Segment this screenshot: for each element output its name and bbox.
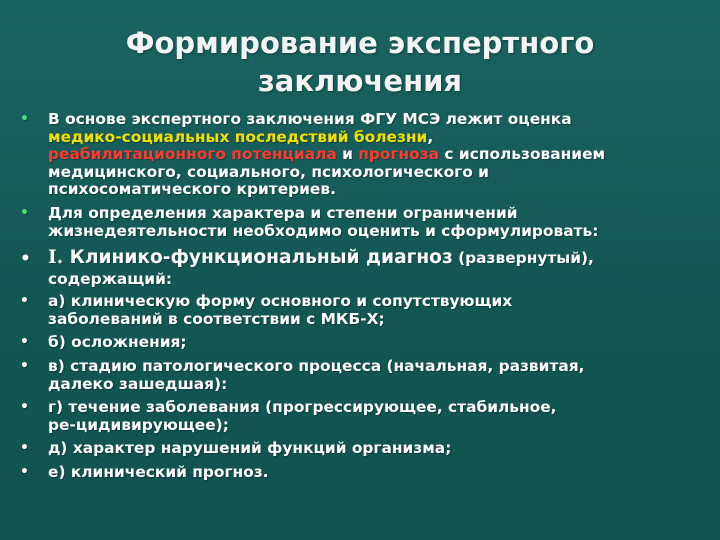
list-item-e-line-1: е) клинический прогноз. bbox=[48, 462, 269, 481]
list-item-d bbox=[18, 440, 712, 458]
bullet-dot-icon: • bbox=[20, 440, 29, 457]
bullet-clinical-diagnosis bbox=[18, 246, 712, 288]
bullet-limitations bbox=[18, 205, 712, 240]
highlight-medical-social-consequences: медико-социальных последствий болезни bbox=[48, 127, 428, 146]
text-fragment: и bbox=[336, 145, 359, 164]
bullet-dot-icon: • bbox=[20, 204, 29, 221]
roman-numeral: I. bbox=[48, 247, 64, 269]
list-item-a-line-1: а) клиническую форму основного и сопутствующих bbox=[48, 292, 513, 311]
bullet-list bbox=[18, 111, 712, 482]
clinical-diagnosis-heading: Клинико-функциональный диагноз bbox=[63, 247, 453, 269]
clinical-diagnosis-qualifier: (развернутый), bbox=[452, 249, 594, 268]
bullet-dot-icon: • bbox=[20, 111, 29, 127]
highlight-prognosis: прогноза bbox=[358, 145, 440, 164]
highlight-rehab-potential: реабилитационного потенциала bbox=[48, 145, 337, 164]
bullet-expert-basis bbox=[18, 111, 712, 199]
slide-title bbox=[90, 24, 630, 100]
list-item-b-line-1: б) осложнения; bbox=[48, 333, 187, 352]
bullet-expert-basis-line-1: В основе экспертного заключения ФГУ МСЭ лежит оценка bbox=[48, 110, 572, 128]
list-item-b bbox=[18, 334, 712, 352]
bullet-expert-basis-line-4: медицинского, социального, психологического и bbox=[48, 162, 489, 181]
bullet-dot-icon: • bbox=[20, 293, 29, 310]
list-item-v-line-1: в) стадию патологического процесса (начальная, развитая, bbox=[48, 356, 585, 375]
text-fragment: , bbox=[427, 127, 434, 146]
bullet-clinical-diagnosis-line-1 bbox=[48, 246, 712, 270]
bullet-dot-icon: • bbox=[20, 399, 29, 416]
list-item-e bbox=[18, 464, 712, 482]
bullet-dot-icon: • bbox=[20, 334, 29, 351]
bullet-dot-icon: • bbox=[20, 249, 31, 270]
bullet-dot-icon: • bbox=[20, 463, 29, 480]
list-item-g bbox=[18, 399, 712, 434]
bullet-clinical-diagnosis-line-2: содержащий: bbox=[48, 270, 173, 289]
slide-title-line-2: заключения bbox=[257, 64, 463, 98]
bullet-expert-basis-line-3 bbox=[48, 146, 712, 164]
bullet-expert-basis-line-5: психосоматического критериев. bbox=[48, 180, 336, 199]
list-item-g-line-1: г) течение заболевания (прогрессирующее, стабильное, bbox=[48, 398, 557, 417]
list-item-a bbox=[18, 293, 712, 328]
text-fragment: с использованием bbox=[439, 145, 606, 164]
list-item-d-line-1: д) характер нарушений функций организма; bbox=[48, 439, 452, 458]
list-item-v-line-2: далеко зашедшая): bbox=[48, 374, 228, 393]
slide-title-line-1: Формирование экспертного bbox=[125, 26, 595, 60]
bullet-expert-basis-line-2 bbox=[48, 129, 712, 147]
list-item-a-line-2: заболеваний в соответствии с МКБ-Х; bbox=[48, 309, 385, 328]
bullet-dot-icon: • bbox=[20, 357, 29, 374]
list-item-v bbox=[18, 358, 712, 393]
bullet-limitations-line-2: жизнедеятельности необходимо оценить и сформулировать: bbox=[48, 221, 599, 240]
bullet-limitations-line-1: Для определения характера и степени ограничений bbox=[48, 203, 518, 222]
list-item-g-line-2: ре-цидивирующее); bbox=[48, 415, 229, 434]
